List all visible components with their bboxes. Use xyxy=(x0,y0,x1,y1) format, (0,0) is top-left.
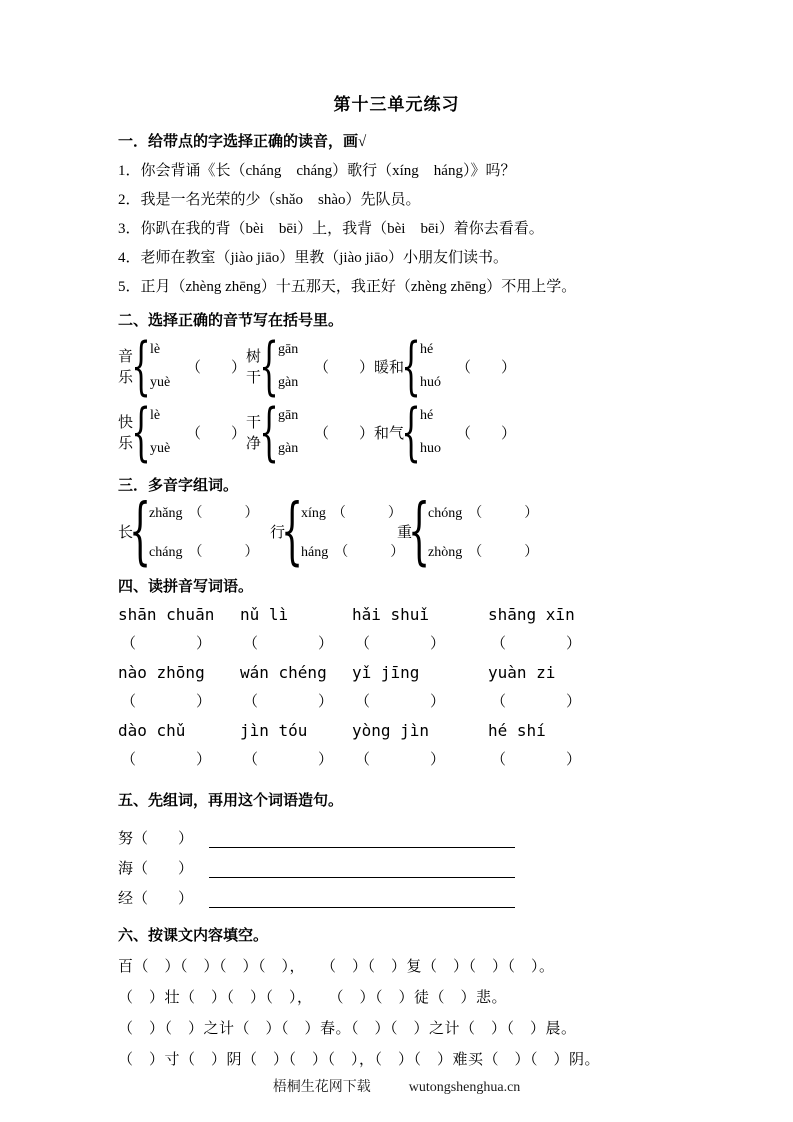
pinyin-word: wán chéng xyxy=(240,663,327,682)
answer-line xyxy=(209,826,515,848)
pinyin-option-top: lè xyxy=(149,407,161,423)
syllable-row-1 xyxy=(118,329,675,403)
pinyin-options xyxy=(420,408,452,457)
word-building-row-hai xyxy=(118,848,675,878)
pinyin-option-bottom: huo xyxy=(420,440,442,456)
pinyin-word: jìn tóu xyxy=(240,721,308,740)
polyphone-option-bottom: cháng （ ） xyxy=(149,541,258,561)
pinyin-option-top: hé xyxy=(420,341,434,357)
choice-group-yinyue xyxy=(118,329,246,403)
pinyin-option-top: gān xyxy=(277,341,299,357)
answer-blank: （ ） xyxy=(243,752,334,768)
answer-line xyxy=(209,886,515,908)
section-2-heading: 二、选择正确的音节写在括号里。 xyxy=(118,313,344,329)
answer-blank: （ ） xyxy=(133,891,194,907)
section-5-heading: 五、先组词，再用这个词语造句。 xyxy=(118,793,344,809)
pinyin-word: yòng jìn xyxy=(352,721,430,740)
polyphone-group-zhong xyxy=(397,488,675,574)
polyphone-option-top: chóng （ ） xyxy=(428,502,538,522)
brace-glyph: { xyxy=(128,488,152,574)
section-1-heading: 一．给带点的字选择正确的读音，画√ xyxy=(118,134,367,150)
answer-blank: （ ） xyxy=(121,636,212,652)
word-building-rows xyxy=(118,818,675,908)
word-building-row-nu xyxy=(118,818,675,848)
section-word-building xyxy=(118,774,675,908)
fill-in-line-4: （ ）寸（ ）阴（ ）（ ）（ ），（ ）（ ）难买（ ）（ ）阴。 xyxy=(118,1052,601,1068)
answer-blank: （ ） xyxy=(355,752,446,768)
answer-blank: （ ） xyxy=(491,636,582,652)
answer-blank: （ ） xyxy=(188,505,259,521)
answer-blank: （ ） xyxy=(491,752,582,768)
pinyin-row-2 xyxy=(118,658,675,688)
pinyin-option-bottom: yuè xyxy=(149,374,171,390)
section-6-heading: 六、按课文内容填空。 xyxy=(118,928,269,944)
pinyin-options xyxy=(428,502,538,561)
pinyin-option-bottom: huó xyxy=(420,374,442,390)
answer-blank: （ ） xyxy=(243,636,334,652)
brace-glyph: { xyxy=(401,395,421,469)
character-label: 行 xyxy=(270,524,286,541)
answer-blank: （ ） xyxy=(468,505,539,521)
pinyin-word: nǔ lì xyxy=(240,605,289,624)
section-pinyin-writing xyxy=(118,562,675,774)
brace-glyph: { xyxy=(280,488,304,574)
answer-blank: （ ） xyxy=(185,425,246,442)
section-reading-choice xyxy=(118,115,675,302)
brace-glyph: { xyxy=(407,488,431,574)
answer-blank: （ ） xyxy=(331,505,402,521)
section-syllable-choice xyxy=(118,302,675,469)
pinyin-option-bottom: gàn xyxy=(277,374,299,390)
answer-blank: （ ） xyxy=(355,694,446,710)
footer-site-name: 梧桐生花网下载 xyxy=(272,1080,371,1095)
choice-group-heqi xyxy=(374,395,675,469)
pinyin-word: dào chǔ xyxy=(118,721,186,740)
fill-in-line-3: （ ）（ ）之计（ ）（ ）春。（ ）（ ）之计（ ）（ ）晨。 xyxy=(118,1021,577,1037)
brace-glyph: { xyxy=(401,329,421,403)
polyphone-option-bottom: háng （ ） xyxy=(301,541,404,561)
answer-blank: （ ） xyxy=(313,359,374,376)
answer-blank: （ ） xyxy=(133,831,194,847)
polyphone-option-bottom: zhòng （ ） xyxy=(428,541,538,561)
pinyin-option-top: hé xyxy=(420,407,434,423)
pinyin-word: nào zhōng xyxy=(118,663,205,682)
answer-line xyxy=(209,856,515,878)
pinyin-word: yuàn zi xyxy=(488,663,556,682)
polyphone-group-xing xyxy=(270,488,405,574)
fill-in-line-1: 百（ ）（ ）（ ）（ ）， （ ）（ ）复（ ）（ ）（ ）。 xyxy=(118,959,555,975)
choice-group-nuanhuo xyxy=(374,329,675,403)
question-line-4: 4．老师在教室（jiào jiāo）里教（jiào jiāo）小朋友们读书。 xyxy=(118,250,508,266)
pinyin-option-top: lè xyxy=(149,341,161,357)
answer-blank: （ ） xyxy=(355,636,446,652)
answer-blank: （ ） xyxy=(468,544,539,560)
pinyin-option-bottom: gàn xyxy=(277,440,299,456)
syllable-row-2 xyxy=(118,395,675,469)
pinyin-word: shāng xīn xyxy=(488,605,575,624)
word-label: 快乐 xyxy=(118,415,134,452)
character-label: 经 xyxy=(118,891,134,907)
polyphone-group-chang xyxy=(118,488,270,574)
question-line-2: 2．我是一名光荣的少（shǎo shào）先队员。 xyxy=(118,192,421,208)
word-label: 音乐 xyxy=(118,349,134,386)
pinyin-row-3 xyxy=(118,716,675,746)
pinyin-options xyxy=(301,502,404,561)
answer-blank: （ ） xyxy=(456,425,517,442)
word-label: 和气 xyxy=(374,425,405,442)
blank-row-2 xyxy=(118,688,675,716)
pinyin-grid xyxy=(118,600,675,774)
pinyin-row-1 xyxy=(118,600,675,630)
question-line-1: 1．你会背诵《长（cháng cháng）歌行（xíng háng）》吗？ xyxy=(118,163,516,179)
answer-blank: （ ） xyxy=(313,425,374,442)
pinyin-options xyxy=(150,342,182,391)
word-label: 树干 xyxy=(246,349,262,386)
answer-blank: （ ） xyxy=(121,694,212,710)
pinyin-options xyxy=(149,502,258,561)
answer-blank: （ ） xyxy=(133,861,194,877)
blank-row-3 xyxy=(118,746,675,774)
question-line-3: 3．你趴在我的背（bèi bēi）上，我背（bèi bēi）着你去看看。 xyxy=(118,221,544,237)
choice-group-ganjing xyxy=(246,395,374,469)
section-4-heading: 四、读拼音写词语。 xyxy=(118,579,254,595)
page-footer xyxy=(118,1076,675,1096)
character-label: 长 xyxy=(118,524,134,541)
polyphone-row xyxy=(118,488,675,574)
brace-glyph: { xyxy=(259,329,279,403)
section-1-items xyxy=(118,157,675,302)
section-polyphone-words xyxy=(118,462,675,574)
pinyin-option-top: gān xyxy=(277,407,299,423)
choice-group-kuaile xyxy=(118,395,246,469)
brace-glyph: { xyxy=(259,395,279,469)
pinyin-options xyxy=(150,408,182,457)
pinyin-word: yǐ jīng xyxy=(352,663,420,682)
pinyin-word: hǎi shuǐ xyxy=(352,605,430,624)
answer-blank: （ ） xyxy=(491,694,582,710)
answer-blank: （ ） xyxy=(334,544,405,560)
word-building-row-jing xyxy=(118,878,675,908)
answer-blank: （ ） xyxy=(188,544,259,560)
character-label: 重 xyxy=(397,524,413,541)
brace-glyph: { xyxy=(131,329,151,403)
pinyin-option-bottom: yuè xyxy=(149,440,171,456)
character-label: 海 xyxy=(118,861,134,877)
pinyin-word: hé shí xyxy=(488,721,546,740)
blank-row-1 xyxy=(118,630,675,658)
fill-in-lines xyxy=(118,952,675,1076)
section-3-heading: 三．多音字组词。 xyxy=(118,478,239,494)
footer-site-url: wutongshenghua.cn xyxy=(408,1080,521,1095)
pinyin-options xyxy=(278,342,310,391)
word-label: 暖和 xyxy=(374,359,405,376)
character-label: 努 xyxy=(118,831,134,847)
answer-blank: （ ） xyxy=(456,359,517,376)
answer-blank: （ ） xyxy=(243,694,334,710)
polyphone-option-top: zhǎng （ ） xyxy=(149,502,258,522)
question-line-5: 5．正月（zhèng zhēng）十五那天，我正好（zhèng zhēng）不用上学。 xyxy=(118,279,577,295)
brace-glyph: { xyxy=(131,395,151,469)
section-text-fill-in xyxy=(118,908,675,1076)
pinyin-options xyxy=(278,408,310,457)
pinyin-word: shān chuān xyxy=(118,605,215,624)
page-title: 第十三单元练习 xyxy=(333,95,460,114)
answer-blank: （ ） xyxy=(185,359,246,376)
choice-group-shugan xyxy=(246,329,374,403)
word-label: 干净 xyxy=(246,415,262,452)
pinyin-options xyxy=(420,342,452,391)
fill-in-line-2: （ ）壮（ ）（ ）（ ）， （ ）（ ）徒（ ）悲。 xyxy=(118,990,508,1006)
polyphone-option-top: xíng （ ） xyxy=(301,502,404,522)
answer-blank: （ ） xyxy=(121,752,212,768)
